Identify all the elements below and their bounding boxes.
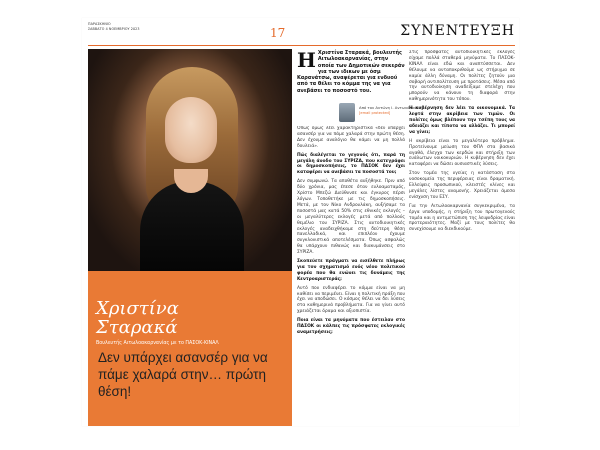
article-paragraph: Για την Αιτωλοακαρνανία συγκεκριμένα, τα έργα υποδομής, η στήριξη του πρωτογενούς τομέα και η αντιμετώπιση της λειψυδρίας είναι προτεραιότητες. Μαζί με τους πολίτες θα συνεχίσουμε να διεκδικούμε. [409, 203, 515, 233]
name-first: Χριστίνα [96, 298, 179, 319]
article-column-2 [297, 126, 405, 423]
newspaper-name: ΠΑΡΑΣΚΗΝΙΟ [88, 22, 111, 26]
issue-date: ΣΑΒΒΑΤΟ 4 ΝΟΕΜΒΡΙΟΥ 2023 [88, 26, 140, 31]
page-number: 17 [270, 26, 286, 40]
portrait-photo [88, 49, 292, 271]
intro-paragraph [297, 50, 405, 94]
name-last: Σταρακά [96, 317, 178, 338]
header-divider [88, 45, 515, 46]
intro-text: Χριστίνα Σταρακά, βουλευτής Αιτωλοακαρνανίας, στην οποία των Δημοτικών σεκεράν για των ιδικων με όσμ Καρανάτσω, αναφέρεται για ενδυού από τα θέλει το κόμμα της να για ανεβάσει το ποσοστό του. [297, 50, 405, 94]
section-title: ΣΥΝΕΝΤΕΥΞΗ [400, 23, 515, 39]
article-column-3 [409, 50, 515, 423]
headline: Δεν υπάρχει ασανσέρ για να πάμε χαλαρά στην… πρώτη θέση! [98, 350, 268, 399]
article-paragraph: Αυτό που ενδιαφέρει το κόμμα είναι να μη καθίσει να περιμένει. Είναι η πολιτική πράξη που έχει να αποδώσει. Ο κόσμος θέλει να δει λύσεις στα καθημερινά προβλήματα. Για να γίνει αυτό χρειάζεται όραμα και αξιοπιστία. [297, 285, 405, 315]
interviewee-name [96, 299, 179, 337]
article-paragraph: Στον τομέα της υγείας η κατάσταση στα νοσοκομεία της περιφέρειας είναι δραματική. Ελλείψεις προσωπικού, κλειστές κλίνες και μεγάλες λίστες αναμονής. Χρειάζεται άμεσα ενίσχυση του ΕΣΥ. [409, 171, 515, 200]
article-paragraph: Δεν συμφωνώ. Τα αποθέτα αυξήθηκε. Πριν από δύο χρόνια, μας έπεσε όταν ευλοαματαμός, Χρίστο Μπεζώ Διεύθυνσε και έγκυρος πέρσι λόγων. Τοποθετήκε με τις δημοσκοπήσεις. Μετά, με τον Νίκο Ανδρουλάκη, αυξήσαμε τα ποσοστά μας κατά 50% στις εθνικές εκλογές – οι μεγαλύτερες εκλογές μετά από πολλούς θεμέλιο του ΣΥΡΙΖΑ. Στις αυτοδιοικητικές εκλογές αναδειχθήκαμε στη δεύτερη θέση πανελλαδικά, και επιπλέον έχουμε συγκλονιστικά αποτελέσματα. Όπως ασφαλώς θα υπάρχουν πιθανώς και διακυμάνσεις στο ΣΥΡΙΖΑ. [297, 179, 405, 256]
author-email[interactable]: [email protected] [359, 111, 391, 115]
article-paragraph: Η ακρίβεια είναι το μεγαλύτερο πρόβλημα. Προτείνουμε μείωση του ΦΠΑ στα βασικά αγαθά, έλεγχο των κερδών και στήριξη των ευάλωτων νοικοκυριών. Η κυβέρνηση δεν έχει καταφέρει να δώσει ουσιαστικές λύσεις. [409, 138, 515, 168]
newspaper-page [82, 18, 519, 426]
interview-question: Ποια είναι τα μηνύματα που έστειλαν στο ΠΑΣΟΚ οι κάλπες τις πρόσφατες εκλογικές αναμετρήσεις; [297, 318, 405, 335]
feature-panel [88, 49, 292, 426]
article-paragraph: Όπως όμως λέει χαρακτηριστικά «δεν υπάρχει ασανσέρ για να πάμε χαλαρά στην πρώτη θέση. Δεν έχουμε αναλόγιο θα κάμει να μη πολλά δουλειά». [297, 126, 405, 149]
author-avatar [339, 103, 355, 122]
interviewee-role: Βουλευτής Αιτωλοακαρνανίας με το ΠΑΣΟΚ-ΚΙΝΑΛ [96, 341, 219, 346]
author-name: Από τον Αντώνη Ι. Αντωνόπουλο [359, 105, 421, 110]
article-paragraph: Στις πρόσφατες αυτοδιοικητικές εκλογές είχαμε πολλά σταθερά μηνύματα. Το ΠΑΣΟΚ-ΚΙΝΑΛ είναι εδώ και αναπτύσσεται. Δεν θέλουμε να ανταποκριθούμε ως στήριγμα σε καμία άλλη δύναμη. Οι πολίτες ζητούν μια σοβαρή αντιπολίτευση με προτάσεις. Μέσα από την αυτοδιοίκηση αναδείξαμε στελέχη που μπορούν να κάνουν τη διαφορά στην καθημερινότητα του τόπου. [409, 50, 515, 103]
interview-question: Πώς διαλέγεται το γεγονός ότι, παρά τη μεγάλη άνοδο του ΣΥΡΙΖΑ, που κατεγράφει οι δημοσκοπήσεις, το ΠΑΣΟΚ δεν έχει καταφέρει να ανεβάσει τα ποσοστά του; [297, 152, 405, 176]
byline [297, 102, 421, 124]
interview-question: Η κυβέρνηση δεν λέει τα οικονομικά. Τα λεφτά στην ακρίβεια των τιμών. Οι πολίτες όμως βλέπουν την τσέπη τους να αδειάζει και τίποτα να αλλάζει. Τι μπορεί να γίνει; [409, 106, 515, 135]
drop-cap: Η [297, 48, 316, 72]
interview-question: Σκοπεύετε πράγματι να εισέλθετε πλήρως για τον σχηματισμό ενός νέου πολιτικού φορέα που θα ενώνει τις δυνάμεις της Κεντροαριστεράς; [297, 259, 405, 282]
masthead [88, 22, 140, 31]
